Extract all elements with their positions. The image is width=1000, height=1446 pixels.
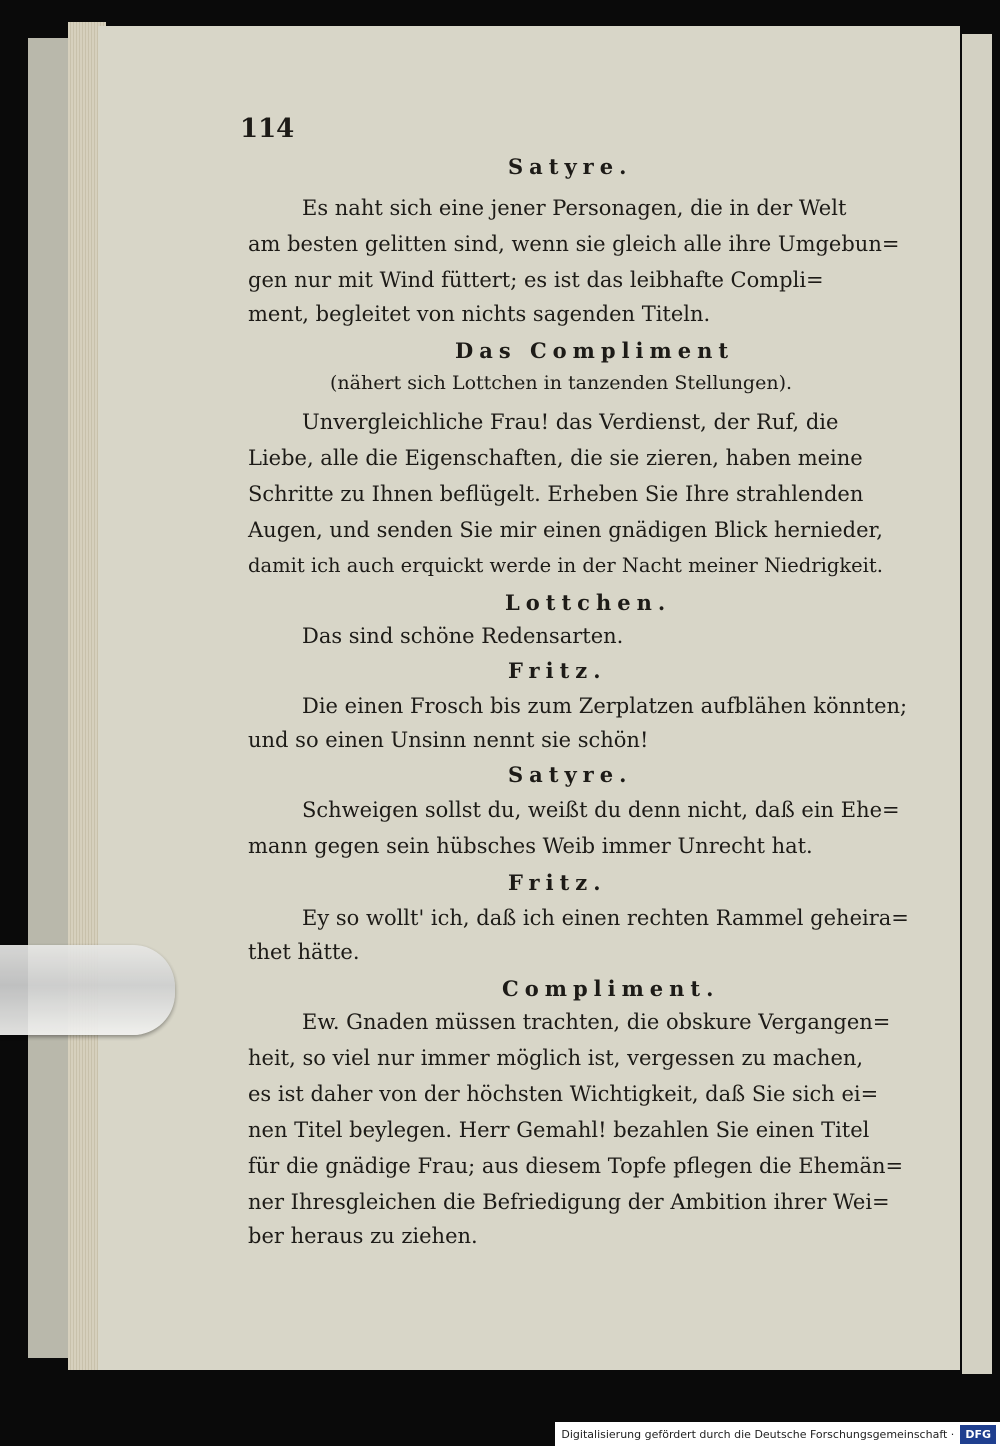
text-line: Schritte zu Ihnen beflügelt. Erheben Sie Ihre strahlenden bbox=[248, 482, 864, 506]
text-line: nen Titel beylegen. Herr Gemahl! bezahlen Sie einen Titel bbox=[248, 1118, 870, 1142]
funding-footer bbox=[555, 1422, 1000, 1446]
dfg-logo: DFG bbox=[960, 1425, 996, 1444]
text-line: ment, begleitet von nichts sagenden Titeln. bbox=[248, 302, 711, 326]
text-line: Unvergleichliche Frau! das Verdienst, der Ruf, die bbox=[302, 410, 839, 434]
text-line: Die einen Frosch bis zum Zerplatzen aufblähen könnten; bbox=[302, 694, 908, 718]
text-line: Schweigen sollst du, weißt du denn nicht, daß ein Ehe= bbox=[302, 798, 900, 822]
speaker-heading: Lottchen. bbox=[505, 590, 672, 615]
text-line: ner Ihresgleichen die Befriedigung der Ambition ihrer Wei= bbox=[248, 1190, 890, 1214]
speaker-heading: Fritz. bbox=[508, 870, 607, 895]
glass-page-holder bbox=[0, 945, 175, 1035]
text-line: und so einen Unsinn nennt sie schön! bbox=[248, 728, 649, 752]
text-line: Das sind schöne Redensarten. bbox=[302, 624, 624, 648]
text-line: am besten gelitten sind, wenn sie gleich alle ihre Umgebun= bbox=[248, 232, 900, 256]
text-line: für die gnädige Frau; aus diesem Topfe pflegen die Ehemän= bbox=[248, 1154, 904, 1178]
speaker-heading: Satyre. bbox=[508, 154, 633, 179]
text-line: Es naht sich eine jener Personagen, die in der Welt bbox=[302, 196, 847, 220]
speaker-heading: Fritz. bbox=[508, 658, 607, 683]
text-line: thet hätte. bbox=[248, 940, 360, 964]
text-line: gen nur mit Wind füttert; es ist das leibhafte Compli= bbox=[248, 268, 824, 292]
text-line: heit, so viel nur immer möglich ist, vergessen zu machen, bbox=[248, 1046, 864, 1070]
speaker-heading: Das Compliment bbox=[455, 338, 735, 363]
speaker-heading: Compliment. bbox=[502, 976, 720, 1001]
page-number: 114 bbox=[240, 114, 295, 144]
text-line: Liebe, alle die Eigenschaften, die sie zieren, haben meine bbox=[248, 446, 863, 470]
speaker-heading: Satyre. bbox=[508, 762, 633, 787]
text-line: damit ich auch erquickt werde in der Nacht meiner Niedrigkeit. bbox=[248, 554, 883, 577]
text-line: mann gegen sein hübsches Weib immer Unrecht hat. bbox=[248, 834, 813, 858]
funding-notice: Digitalisierung gefördert durch die Deutsche Forschungsgemeinschaft · bbox=[561, 1427, 955, 1441]
text-line: Ew. Gnaden müssen trachten, die obskure Vergangen= bbox=[302, 1010, 891, 1034]
text-line: es ist daher von der höchsten Wichtigkeit, daß Sie sich ei= bbox=[248, 1082, 879, 1106]
stage-direction: (nähert sich Lottchen in tanzenden Stellungen). bbox=[330, 372, 793, 394]
text-line: Augen, und senden Sie mir einen gnädigen Blick hernieder, bbox=[248, 518, 883, 542]
text-line: ber heraus zu ziehen. bbox=[248, 1224, 478, 1248]
facing-page-edge bbox=[962, 34, 992, 1374]
text-line: Ey so wollt' ich, daß ich einen rechten Rammel geheira= bbox=[302, 906, 909, 930]
